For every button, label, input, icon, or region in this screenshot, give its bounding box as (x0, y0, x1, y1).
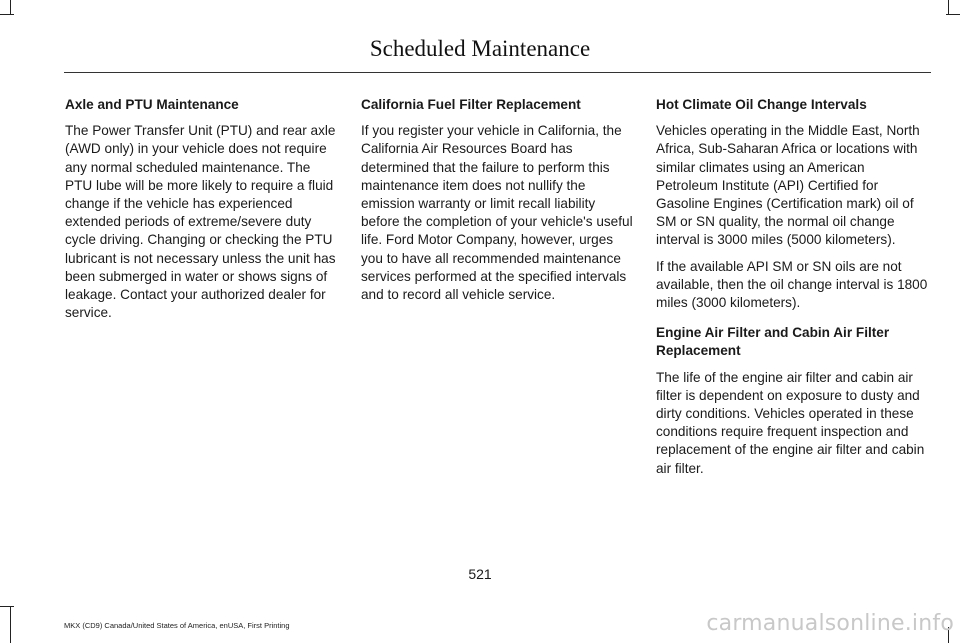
section-heading-air-filter: Engine Air Filter and Cabin Air Filter Replacement (656, 325, 890, 359)
crop-mark-bottom-left-v (10, 606, 11, 643)
page-title: Scheduled Maintenance (369, 36, 591, 61)
section-paragraph: Vehicles operating in the Middle East, North Africa, Sub-Saharan Africa or locations with similar climates using an American Petroleum Institute (API) Certified for Gasoline Engines (Certification mark) oil of SM or SN quality, the normal oil change interval is 3000 miles (5000 kilometers). (656, 123, 920, 248)
crop-mark-top-left-h (0, 14, 14, 15)
column-middle (361, 96, 633, 312)
crop-mark-bottom-left-h (0, 606, 14, 607)
column-right (656, 96, 928, 486)
section-paragraph: The Power Transfer Unit (PTU) and rear axle (AWD only) in your vehicle does not require any normal scheduled maintenance. The PTU lube will be more likely to require a fluid change if the vehicle has experienced extended periods of extreme/severe duty cycle driving. Changing or checking the PTU lubricant is not necessary unless the unit has been submerged in water or shows signs of leakage. Contact your authorized dealer for service. (65, 123, 336, 321)
crop-mark-top-right-h (946, 14, 960, 15)
header-divider (64, 72, 931, 73)
section-heading-hot-climate-oil: Hot Climate Oil Change Intervals (656, 97, 867, 112)
section-paragraph: The life of the engine air filter and cabin air filter is dependent on exposure to dusty and dirty conditions. Vehicles operated in these conditions require frequent inspection and replacement of the engine air filter and cabin air filter. (656, 369, 925, 476)
crop-mark-top-left-v (10, 0, 11, 14)
footer-edition: MKX (CD9) Canada/United States of America, enUSA, First Printing (64, 621, 290, 630)
column-left (65, 96, 337, 330)
watermark: carmanualsonline.info (706, 611, 954, 636)
section-heading-axle-ptu: Axle and PTU Maintenance (65, 97, 239, 112)
section-paragraph: If you register your vehicle in California, the California Air Resources Board has determined that the failure to perform this maintenance item does not nullify the emission warranty or limit recall liability before the completion of your vehicle's useful life. Ford Motor Company, however, urges you to have all recommended maintenance services performed at the specified intervals and to record all vehicle service. (361, 123, 633, 303)
crop-mark-top-right-v (948, 0, 949, 14)
section-heading-california-fuel-filter: California Fuel Filter Replacement (361, 97, 581, 112)
section-paragraph: If the available API SM or SN oils are not available, then the oil change interval is 1800 miles (3000 kilometers). (656, 258, 928, 311)
page-number: 521 (468, 566, 492, 582)
